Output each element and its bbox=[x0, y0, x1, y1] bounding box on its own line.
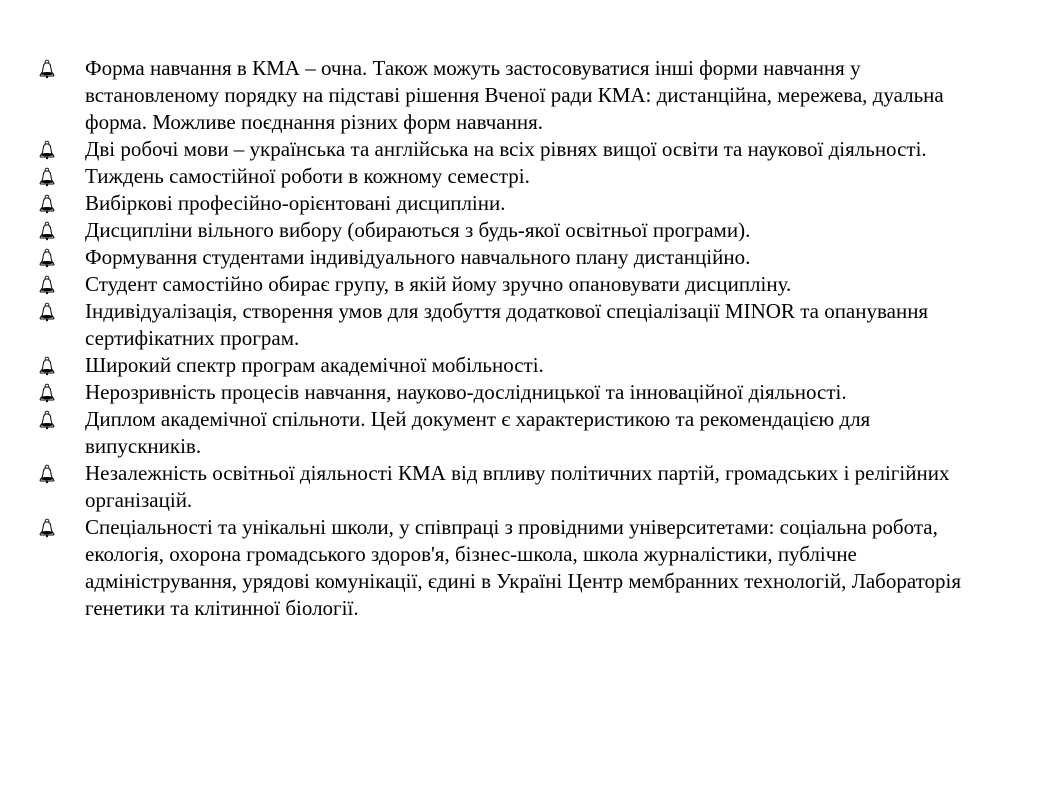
list-item bbox=[38, 352, 978, 379]
list-item-text: Формування студентами індивідуального навчального плану дистанційно. bbox=[85, 245, 751, 269]
list-item bbox=[38, 163, 978, 190]
bell-icon bbox=[38, 275, 56, 296]
list-item-text: Індивідуалізація, створення умов для здобуття додаткової спеціалізації MINOR та опанування сертифікатних програм. bbox=[85, 299, 929, 350]
list-item bbox=[38, 271, 978, 298]
bell-icon bbox=[38, 464, 56, 485]
list-item-text: Диплом академічної спільноти. Цей документ є характеристикою та рекомендацією для випускників. bbox=[85, 407, 871, 458]
list-item-text: Спеціальності та унікальні школи, у співпраці з провідними університетами: соціальна робота, екологія, охорона громадського здоров'я, бізнес-школа, школа журналістики, публічне адміністрування, урядові комунікації, єдині в Україні Центр мембранних технологій, Лабораторія генетики та клітинної біології. bbox=[85, 515, 962, 620]
bell-icon bbox=[38, 356, 56, 377]
list-item bbox=[38, 514, 978, 622]
bell-icon bbox=[38, 248, 56, 269]
bell-icon bbox=[38, 518, 56, 539]
bell-icon bbox=[38, 59, 56, 80]
list-item bbox=[38, 55, 978, 136]
bell-icon bbox=[38, 140, 56, 161]
list-item-text: Нерозривність процесів навчання, науково-дослідницької та інноваційної діяльності. bbox=[85, 380, 847, 404]
list-item bbox=[38, 136, 978, 163]
bell-icon bbox=[38, 221, 56, 242]
list-item-text: Широкий спектр програм академічної мобільності. bbox=[85, 353, 544, 377]
list-item-text: Дві робочі мови – українська та англійська на всіх рівнях вищої освіти та наукової діяльності. bbox=[85, 137, 927, 161]
feature-list bbox=[38, 55, 978, 622]
list-item bbox=[38, 460, 978, 514]
list-item-text: Незалежність освітньої діяльності КМА від впливу політичних партій, громадських і релігійних організацій. bbox=[85, 461, 950, 512]
list-item bbox=[38, 217, 978, 244]
list-item-text: Студент самостійно обирає групу, в якій йому зручно опановувати дисципліну. bbox=[85, 272, 792, 296]
bell-icon bbox=[38, 302, 56, 323]
list-item-text: Форма навчання в КМА – очна. Також можуть застосовуватися інші форми навчання у встановленому порядку на підставі рішення Вченої ради КМА: дистанційна, мережева, дуальна форма. Можливе поєднання різних форм навчання. bbox=[85, 56, 944, 134]
list-item-text: Вибіркові професійно-орієнтовані дисципліни. bbox=[85, 191, 506, 215]
list-item bbox=[38, 244, 978, 271]
bell-icon bbox=[38, 383, 56, 404]
bell-icon bbox=[38, 410, 56, 431]
list-item-text: Тиждень самостійної роботи в кожному семестрі. bbox=[85, 164, 530, 188]
bell-icon bbox=[38, 194, 56, 215]
list-item bbox=[38, 190, 978, 217]
list-item bbox=[38, 298, 978, 352]
bell-icon bbox=[38, 167, 56, 188]
list-item-text: Дисципліни вільного вибору (обираються з будь-якої освітньої програми). bbox=[85, 218, 751, 242]
list-item bbox=[38, 379, 978, 406]
list-item bbox=[38, 406, 978, 460]
